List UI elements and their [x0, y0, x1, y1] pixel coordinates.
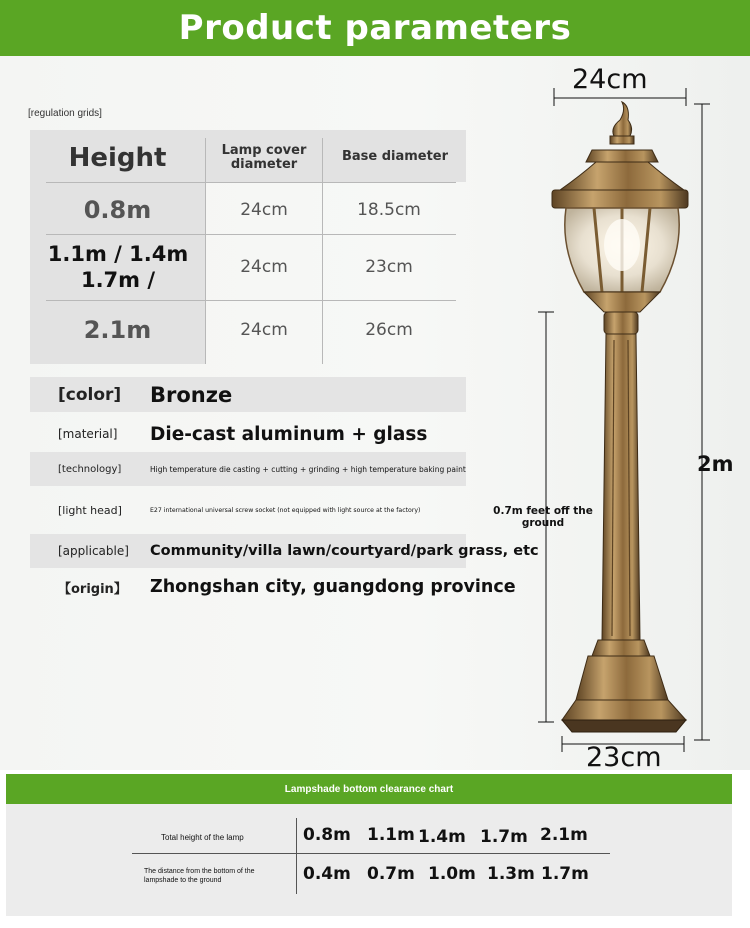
clearance-chart-body	[6, 804, 732, 916]
base-width-label: 23cm	[586, 742, 662, 773]
pole-note-label: 0.7m feet off the ground	[493, 505, 593, 529]
attr-value: Zhongshan city, guangdong province	[150, 577, 516, 597]
total-height-value: 1.7m	[480, 827, 528, 847]
clearance-row-divider	[132, 853, 610, 854]
top-width-label: 24cm	[572, 64, 648, 95]
total-height-value: 2.1m	[540, 825, 588, 845]
header-height: Height	[68, 143, 167, 173]
row-height: 0.8m	[83, 196, 152, 224]
clearance-value: 0.7m	[367, 864, 415, 884]
attr-value: High temperature die casting + cutting + grinding + high temperature baking paint	[150, 464, 466, 474]
total-height-value: 0.8m	[303, 825, 351, 845]
lamp-pole	[602, 334, 640, 640]
total-height-value: 1.4m	[418, 827, 466, 847]
lamp-base	[576, 656, 668, 700]
page-title: Product parameters	[178, 8, 572, 48]
clearance-row2-label: The distance from the bottom of the lampshade to the ground	[144, 868, 255, 884]
total-height-label: 2m	[697, 452, 734, 476]
lamp-roof	[560, 162, 684, 190]
row-height: 2.1m	[83, 316, 152, 344]
clearance-row1-label: Total height of the lamp	[161, 833, 244, 842]
row-base: 26cm	[365, 320, 413, 340]
lamp-collar	[584, 292, 660, 312]
attr-key: [applicable]	[58, 544, 129, 558]
header-lamp-cover: Lamp cover diameter	[221, 143, 307, 172]
row-lamp-cover: 24cm	[240, 200, 288, 220]
clearance-value: 1.7m	[541, 864, 589, 884]
attr-value: E27 international universal screw socket (not equipped with light source at the factory)	[150, 506, 421, 514]
clearance-chart-title: Lampshade bottom clearance chart	[284, 783, 454, 795]
lamp-band	[552, 190, 688, 208]
lamp-cap	[586, 150, 658, 162]
regulation-grids-label: [regulation grids]	[28, 108, 102, 119]
lamp-foot-plate	[562, 720, 686, 732]
lamp-foot	[562, 700, 686, 720]
total-height-value: 1.1m	[367, 825, 415, 845]
clearance-chart-header	[6, 774, 732, 804]
attr-value: Community/villa lawn/courtyard/park grass, etc	[150, 543, 539, 559]
pole-base-collar	[592, 640, 650, 656]
header-base: Base diameter	[341, 149, 449, 164]
lamp-finial	[613, 102, 632, 136]
lamp-finial-base	[610, 136, 634, 144]
clearance-value: 1.3m	[487, 864, 535, 884]
attr-value: Die-cast aluminum + glass	[150, 423, 428, 445]
clearance-col-divider	[296, 818, 297, 894]
row-lamp-cover: 24cm	[240, 257, 288, 277]
attr-value: Bronze	[150, 382, 233, 407]
attr-key: [material]	[58, 427, 118, 441]
row-base: 18.5cm	[357, 200, 421, 220]
row-base: 23cm	[365, 257, 413, 277]
lamp-bulb-glow	[604, 219, 640, 271]
row-height: 1.1m / 1.4m 1.7m /	[47, 242, 189, 292]
row-lamp-cover: 24cm	[240, 320, 288, 340]
height-dimension	[694, 104, 710, 740]
attr-key: [color]	[58, 384, 122, 405]
clearance-value: 1.0m	[428, 864, 476, 884]
clearance-value: 0.4m	[303, 864, 351, 884]
attr-key: [light head]	[58, 503, 122, 517]
pole-top-joint	[604, 312, 638, 334]
attr-key: [technology]	[58, 463, 122, 475]
attr-key: 【origin】	[58, 581, 127, 597]
